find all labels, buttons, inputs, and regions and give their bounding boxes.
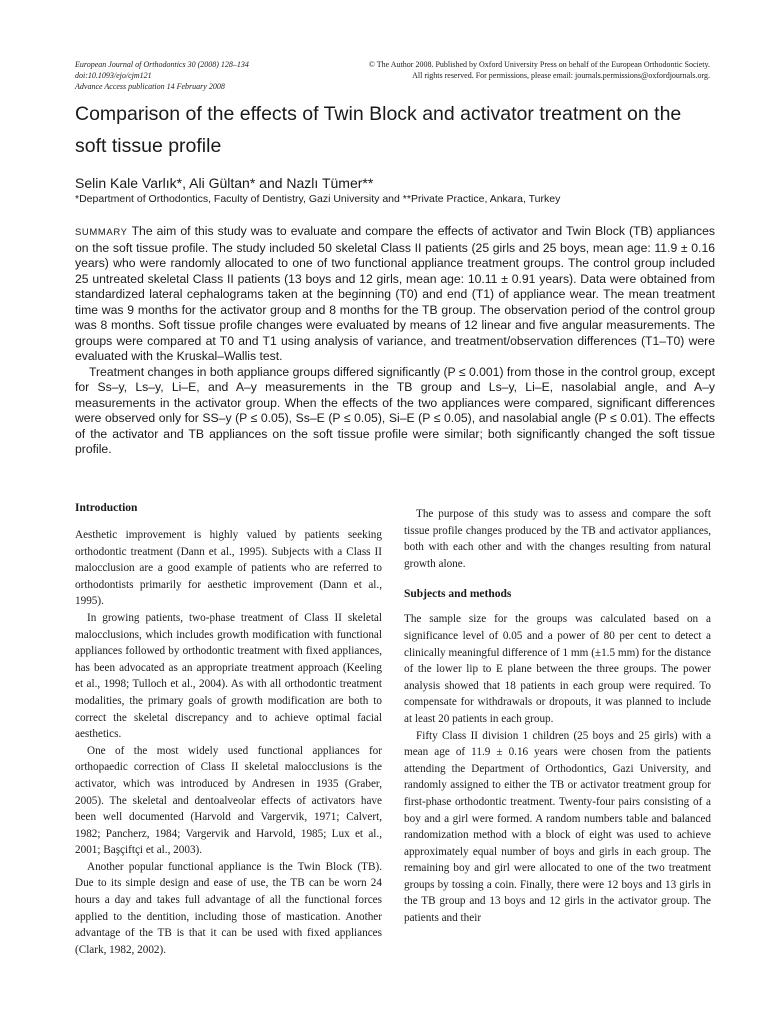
article-title: Comparison of the effects of Twin Block and activator treatment on the soft tissue profile: [75, 103, 682, 157]
author-list: Selin Kale Varlık*, Ali Gültan* and Nazlı Tümer**: [75, 175, 374, 191]
intro-paragraph-2: In growing patients, two-phase treatment of Class II skeletal malocclusions, which includes growth modification with functional appliances followed by orthodontic treatment with fixed appliances, has been advocated as an appropriate treatment approach (Keeling et al., 1998; Tulloch et al., 2004). As with all orthodontic treatment modalities, the primary goals of growth modification are both to correct the skeletal discrepancy and to achieve optimal facial aesthetics.: [75, 611, 382, 741]
methods-paragraph-2: Fifty Class II division 1 children (25 boys and 25 girls) with a mean age of 11.9 ± 0.16 years were chosen from the patients attending the Department of Orthodontics, Gazi University, and randomly assigned to either the TB or activator treatment group for first-phase orthodontic treatment. Twenty-four pairs consisting of a boy and a girl were formed. A random numbers table and balanced randomization method with a block of eight was used to achieve approximately equal number of boys and girls in each group. The remaining boy and girl were allocated to one of the two treatment groups by tossing a coin. Finally, there were 12 boys and 13 girls in the TB group and 13 boys and 12 girls in the activator group. The patients and their: [404, 729, 711, 925]
journal-citation: European Journal of Orthodontics 30 (2008) 128–134: [75, 60, 249, 69]
copyright-line-1: © The Author 2008. Published by Oxford University Press on behalf of the European Orthodontic Society.: [368, 60, 710, 69]
doi: doi:10.1093/ejo/cjm121: [75, 71, 152, 80]
intro-paragraph-4: Another popular functional appliance is the Twin Block (TB). Due to its simple design and ease of use, the TB can be worn 24 hours a day and takes full advantage of all the functional forces applied to the dentition, including those of mastication. Another advantage of the TB is that it can be used with fixed appliances (Clark, 1982, 2002).: [75, 860, 382, 956]
advance-access-date: Advance Access publication 14 February 2008: [75, 82, 225, 91]
intro-paragraph-3: One of the most widely used functional appliances for orthopaedic correction of Class II skeletal malocclusions is the activator, which was introduced by Andresen in 1935 (Graber, 2005). The skeletal and dentoalveolar effects of activators have been well documented (Harvold and Vargervik, 1971; Calvert, 1982; Pancherz, 1984; Vargervik and Harvold, 1985; Lux et al., 2001; Başçiftçi et al., 2003).: [75, 744, 382, 857]
abstract-text-1: The aim of this study was to evaluate and compare the effects of activator and Twin Block (TB) appliances on the soft tissue profile. The study included 50 skeletal Class II patients (25 girls and 25 boys, mean age: 11.9 ± 0.16 years) who were randomly allocated to one of two functional appliance treatment groups. The control group included 25 untreated skeletal Class II patients (13 boys and 12 girls, mean age: 10.11 ± 0.91 years). Data were obtained from standardized lateral cephalograms taken at the beginning (T0) and end (T1) of appliance wear. The mean treatment time was 9 months for the activator group and 8 months for the TB group. The observation period of the control group was 8 months. Soft tissue profile changes were evaluated by means of 12 linear and five angular measurements. The groups were compared at T0 and T1 using analysis of variance, and treatment/observation differences (T1–T0) were evaluated with the Kruskal–Wallis test.: [75, 224, 715, 363]
copyright-notice: [330, 59, 710, 81]
summary-label: SUMMARY: [75, 227, 128, 238]
author-affiliation: *Department of Orthodontics, Faculty of Dentistry, Gazi University and **Private Practice, Ankara, Turkey: [75, 193, 561, 205]
abstract-paragraph-1: [75, 224, 715, 365]
intro-paragraph-1: Aesthetic improvement is highly valued by patients seeking orthodontic treatment (Dann et al., 1995). Subjects with a Class II malocclusion are a good example of patients who are referred to orthodontists primarily for aesthetic improvement (Dann et al., 1995).: [75, 529, 382, 608]
abstract-paragraph-2: Treatment changes in both appliance groups differed significantly (P ≤ 0.001) from those in the control group, except for Ss–y, Ls–y, Li–E, and A–y measurements in the TB group and Ls–y, Li–E, nasolabial angle, and A–y measurements in the activator group. When the effects of the two appliances were compared, significant differences were observed only for SS–y (P ≤ 0.05), Ss–E (P ≤ 0.05), Si–E (P ≤ 0.05), and nasolabial angle (P ≤ 0.01). The effects of the activator and TB appliances on the soft tissue profile were similar; both significantly changed the soft tissue profile.: [75, 364, 715, 456]
methods-paragraph-1: The sample size for the groups was calculated based on a significance level of 0.05 and a power of 80 per cent to detect a clinically meaningful difference of 1 mm (±1.5 mm) for the distance of the lower lip to E plane between the three groups. The power analysis showed that 18 patients in each group were required. To compensate for withdrawals or dropouts, it was planned to include at least 20 patients in each group.: [404, 613, 711, 725]
subjects-methods-heading: Subjects and methods: [404, 588, 512, 601]
left-column: [75, 500, 382, 958]
abstract: [75, 224, 715, 458]
right-column: [404, 506, 711, 927]
introduction-heading: Introduction: [75, 502, 138, 514]
purpose-paragraph: The purpose of this study was to assess and compare the soft tissue profile changes produced by the TB and activator appliances, both with each other and with the changes resulting from natural growth alone.: [404, 508, 711, 570]
copyright-line-2: All rights reserved. For permissions, please email: journals.permissions@oxfordjournals.org.: [412, 71, 710, 80]
